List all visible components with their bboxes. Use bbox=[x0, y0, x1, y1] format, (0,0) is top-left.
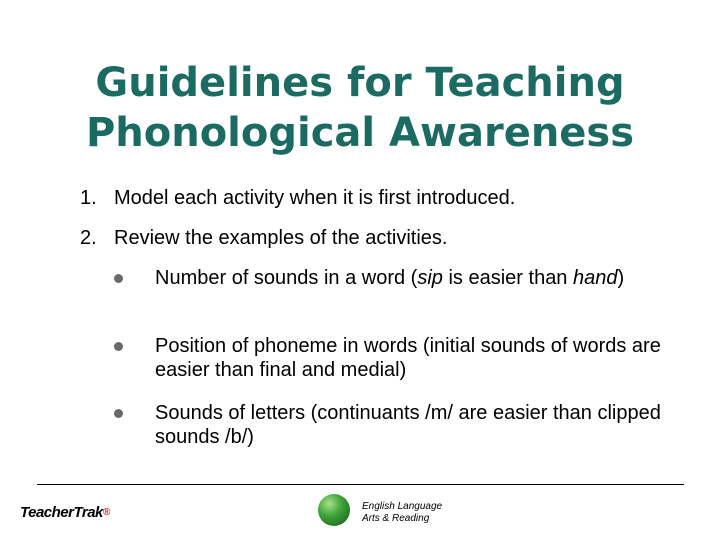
numbered-item-1 bbox=[80, 186, 515, 210]
item-number: 2. bbox=[80, 227, 97, 249]
bullet-text: Sounds of letters (continuants /m/ are easier than clipped sounds /b/) bbox=[155, 402, 661, 448]
example-word-sip: sip bbox=[417, 267, 443, 289]
program-label-line-1: English Language bbox=[362, 501, 443, 512]
program-label-line-2: Arts & Reading bbox=[362, 513, 430, 524]
footer-divider bbox=[37, 484, 684, 485]
item-text: Review the examples of the activities. bbox=[114, 227, 448, 249]
green-globe-icon bbox=[318, 494, 350, 526]
bullet-dot-icon bbox=[114, 409, 123, 418]
item-text: Model each activity when it is first introduced. bbox=[114, 187, 516, 209]
item-number: 1. bbox=[80, 187, 97, 209]
numbered-item-2 bbox=[80, 226, 448, 250]
bullet-text: Position of phoneme in words (initial sounds of words are easier than final and medial) bbox=[155, 335, 661, 381]
bullet-dot-icon bbox=[114, 274, 123, 283]
example-word-hand: hand bbox=[573, 267, 618, 289]
slide-title bbox=[0, 58, 720, 158]
slide-title-line-2: Phonological Awareness bbox=[85, 110, 635, 156]
slide-title-line-1: Guidelines for Teaching bbox=[95, 60, 625, 106]
bullet-text: Number of sounds in a word (sip is easier than hand) bbox=[155, 267, 625, 289]
teachertrak-logo bbox=[20, 504, 110, 521]
bullet-dot-icon bbox=[114, 342, 123, 351]
registered-mark-icon: ® bbox=[102, 507, 110, 518]
program-label bbox=[362, 501, 442, 525]
logo-text: TeacherTrak bbox=[20, 504, 103, 521]
